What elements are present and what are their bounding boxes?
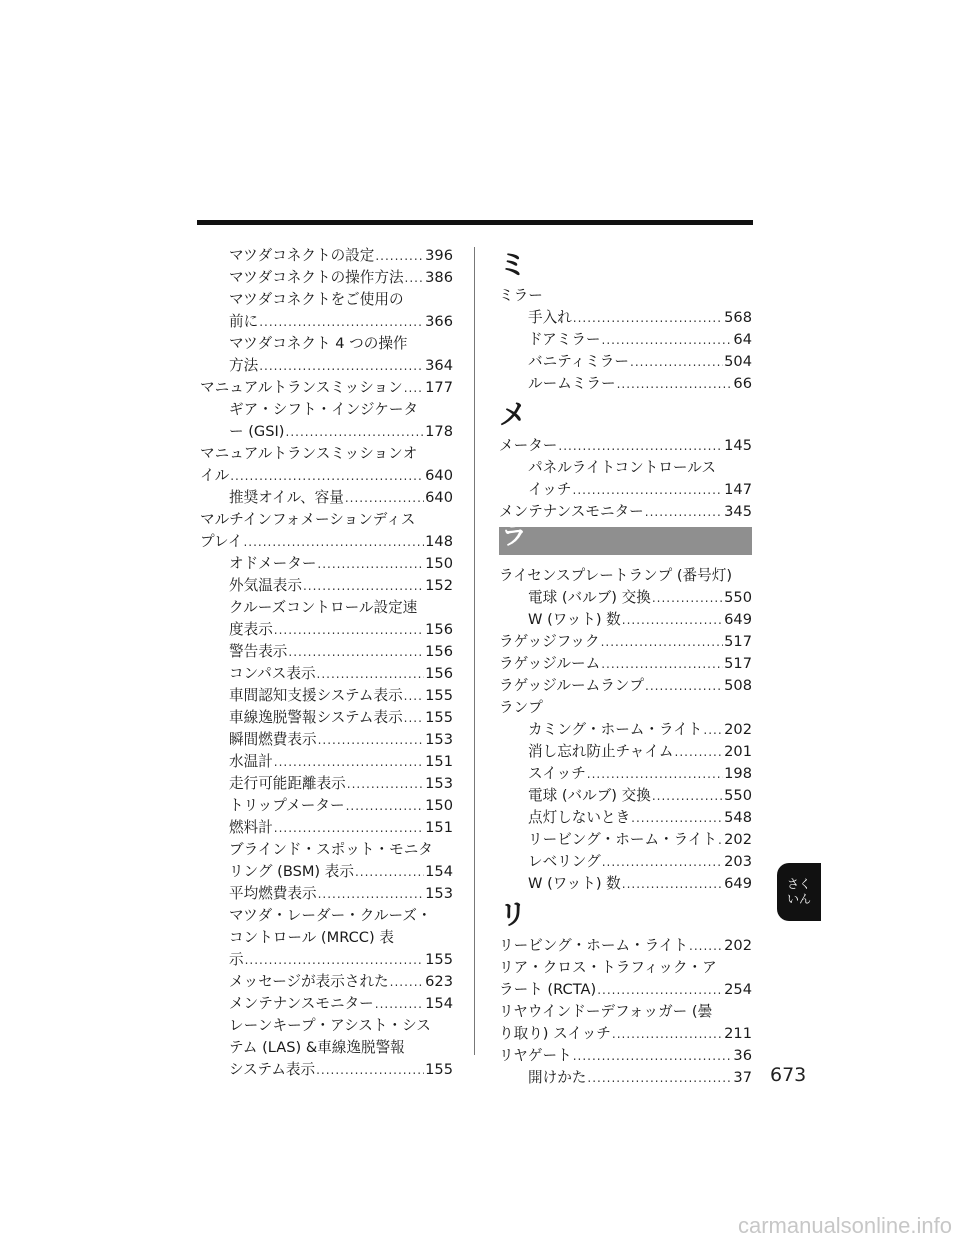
- leader-dots: [346, 795, 425, 817]
- index-subentry[interactable]: [200, 1015, 453, 1081]
- entry-page-number: 156: [425, 643, 453, 660]
- entry-page-number: 254: [724, 981, 752, 998]
- index-subentry[interactable]: [200, 245, 453, 267]
- leader-dots: [645, 501, 723, 523]
- entry-term: メンテナンスモニター: [229, 995, 374, 1012]
- entry-term: 開けかた: [528, 1069, 587, 1086]
- entry-term: 瞬間燃費表示: [229, 731, 317, 748]
- entry-term: 推奨オイル、容量: [229, 489, 344, 506]
- entry-term: リング (BSM) 表示: [229, 863, 354, 880]
- entry-page-number: 623: [425, 973, 453, 990]
- leader-dots: [274, 817, 424, 839]
- entry-page-number: 147: [724, 481, 752, 498]
- leader-dots: [718, 829, 723, 851]
- entry-term: 警告表示: [229, 643, 288, 660]
- index-subentry[interactable]: [200, 553, 453, 575]
- index-subentry[interactable]: [200, 751, 453, 773]
- index-subentry[interactable]: [200, 267, 453, 289]
- index-entry[interactable]: [499, 675, 752, 697]
- leader-dots: [703, 719, 723, 741]
- entry-term: 手入れ: [528, 309, 572, 326]
- index-subentry[interactable]: [200, 333, 453, 377]
- entry-page-number: 508: [724, 677, 752, 694]
- entry-term: ー (GSI): [229, 423, 285, 440]
- entry-term: オドメーター: [229, 555, 317, 572]
- entry-page-number: 155: [425, 709, 453, 726]
- leader-dots: [303, 575, 424, 597]
- entry-page-number: 396: [425, 247, 453, 264]
- entry-page-number: 640: [425, 467, 453, 484]
- entry-term: ドアミラー: [528, 331, 601, 348]
- entry-page-number: 364: [425, 357, 453, 374]
- entry-term: 電球 (バルブ) 交換: [528, 787, 651, 804]
- entry-page-number: 203: [724, 853, 752, 870]
- leader-dots: [573, 479, 724, 501]
- entry-term: レベリング: [528, 853, 601, 870]
- leader-dots: [601, 653, 723, 675]
- index-subentry[interactable]: [499, 785, 752, 807]
- side-tab-line1: さく: [786, 877, 811, 891]
- entry-term: スイッチ: [528, 765, 586, 782]
- index-entry[interactable]: [499, 501, 752, 523]
- index-subentry[interactable]: [200, 883, 453, 905]
- entry-page-number: 504: [724, 353, 752, 370]
- index-entry[interactable]: [499, 935, 752, 957]
- entry-page-number: 154: [425, 995, 453, 1012]
- leader-dots: [597, 979, 723, 1001]
- entry-page-number: 156: [425, 665, 453, 682]
- leader-dots: [375, 993, 424, 1015]
- leader-dots: [259, 355, 424, 377]
- entry-page-number: 202: [724, 937, 752, 954]
- entry-text-line: マルチインフォメーションディス: [200, 511, 416, 528]
- entry-page-number: 568: [724, 309, 752, 326]
- index-entry[interactable]: [200, 509, 453, 553]
- entry-term: リービング・ホーム・ライト: [528, 831, 717, 848]
- leader-dots: [318, 883, 425, 905]
- index-subentry[interactable]: [499, 329, 752, 351]
- leader-dots: [573, 307, 723, 329]
- index-subentry[interactable]: [499, 457, 752, 501]
- section-heading: ラ: [501, 521, 528, 551]
- watermark: carmanualsonline.info: [737, 1213, 952, 1238]
- entry-page-number: 151: [425, 753, 453, 770]
- entry-text-line: マツダコネクトをご使用の: [229, 291, 404, 308]
- leader-dots: [587, 763, 723, 785]
- top-rule: [197, 220, 753, 225]
- entry-page-number: 155: [425, 687, 453, 704]
- index-entry[interactable]: [499, 957, 752, 1001]
- entry-page-number: 201: [724, 743, 752, 760]
- leader-dots: [602, 851, 723, 873]
- leader-dots: [652, 785, 723, 807]
- entry-page-number: 640: [425, 489, 453, 506]
- entry-term: 度表示: [229, 621, 273, 638]
- leader-dots: [645, 675, 723, 697]
- index-subentry[interactable]: [200, 575, 453, 597]
- leader-dots: [243, 531, 424, 553]
- entry-term: イル: [200, 467, 230, 484]
- entry-page-number: 150: [425, 797, 453, 814]
- entry-text-line: ブラインド・スポット・モニタ: [229, 841, 433, 858]
- entry-page-number: 36: [733, 1047, 752, 1064]
- entry-term: プレイ: [200, 533, 243, 550]
- entry-term: メーター: [499, 437, 558, 454]
- entry-term: 消し忘れ防止チャイム: [528, 743, 674, 760]
- index-entry[interactable]: [499, 565, 752, 587]
- entry-page-number: 202: [724, 831, 752, 848]
- leader-dots: [573, 1045, 733, 1067]
- side-tab-line2: いん: [786, 892, 811, 906]
- entry-term: 水温計: [229, 753, 273, 770]
- entry-page-number: 37: [733, 1069, 752, 1086]
- entry-term: 平均燃費表示: [229, 885, 317, 902]
- entry-text-line: マツダコネクト 4 つの操作: [229, 335, 408, 352]
- entry-page-number: 153: [425, 775, 453, 792]
- entry-page-number: 145: [724, 437, 752, 454]
- entry-page-number: 649: [724, 875, 752, 892]
- entry-page-number: 548: [724, 809, 752, 826]
- leader-dots: [318, 729, 425, 751]
- index-entry[interactable]: [499, 653, 752, 675]
- entry-page-number: 211: [724, 1025, 752, 1042]
- leader-dots: [274, 619, 424, 641]
- entry-term: トリップメーター: [229, 797, 345, 814]
- leader-dots: [317, 553, 424, 575]
- leader-dots: [622, 873, 723, 895]
- leader-dots: [404, 685, 424, 707]
- entry-term: メッセージが表示された: [229, 973, 389, 990]
- leader-dots: [558, 435, 723, 457]
- leader-dots: [355, 861, 424, 883]
- entry-term: ラゲッジルームランプ: [499, 677, 644, 694]
- entry-page-number: 155: [425, 1061, 453, 1078]
- entry-term: システム表示: [229, 1061, 316, 1078]
- leader-dots: [316, 1059, 424, 1081]
- entry-page-number: 150: [425, 555, 453, 572]
- leader-dots: [622, 609, 723, 631]
- entry-page-number: 64: [733, 331, 752, 348]
- entry-text-line: コントロール (MRCC) 表: [229, 929, 394, 946]
- index-subentry[interactable]: [200, 971, 453, 993]
- index-side-tab[interactable]: [777, 863, 821, 921]
- leader-dots: [601, 631, 724, 653]
- index-subentry[interactable]: [499, 763, 752, 785]
- index-column-right: [499, 245, 752, 1089]
- leader-dots: [288, 641, 424, 663]
- entry-page-number: 153: [425, 885, 453, 902]
- index-subentry[interactable]: [200, 597, 453, 641]
- leader-dots: [404, 707, 424, 729]
- entry-term: カミング・ホーム・ライト: [528, 721, 703, 738]
- index-subentry[interactable]: [499, 719, 752, 741]
- leader-dots: [245, 949, 425, 971]
- column-divider: [474, 247, 475, 1055]
- index-entry[interactable]: [499, 697, 752, 719]
- index-subentry[interactable]: [499, 829, 752, 851]
- entry-term: ルームミラー: [528, 375, 616, 392]
- entry-page-number: 517: [724, 655, 752, 672]
- index-entry[interactable]: [499, 1045, 752, 1067]
- leader-dots: [587, 1067, 732, 1089]
- index-subentry[interactable]: [200, 289, 453, 333]
- entry-term: ランプ: [499, 699, 543, 716]
- index-subentry[interactable]: [499, 851, 752, 873]
- index-subentry[interactable]: [499, 373, 752, 395]
- leader-dots: [259, 311, 424, 333]
- entry-term: マツダコネクトの設定: [229, 247, 375, 264]
- leader-dots: [286, 421, 425, 443]
- index-subentry[interactable]: [499, 1067, 752, 1089]
- leader-dots: [602, 329, 733, 351]
- index-entry[interactable]: [499, 285, 752, 307]
- leader-dots: [230, 465, 424, 487]
- entry-page-number: 155: [425, 951, 453, 968]
- leader-dots: [345, 487, 424, 509]
- index-subentry[interactable]: [200, 839, 453, 883]
- entry-page-number: 345: [724, 503, 752, 520]
- leader-dots: [617, 373, 733, 395]
- entry-term: ミラー: [499, 287, 543, 304]
- index-subentry[interactable]: [200, 707, 453, 729]
- index-subentry[interactable]: [200, 993, 453, 1015]
- index-entry[interactable]: [499, 631, 752, 653]
- entry-text-line: リヤウインドーデフォッガー (曇: [499, 1003, 713, 1020]
- entry-term: 燃料計: [229, 819, 273, 836]
- entry-term: イッチ: [528, 481, 572, 498]
- entry-term: リービング・ホーム・ライト: [499, 937, 688, 954]
- section-heading: メ: [499, 398, 528, 431]
- index-entry[interactable]: [200, 443, 453, 487]
- entry-term: 方法: [229, 357, 259, 374]
- index-column-left: [200, 245, 453, 1081]
- entry-term: 車間認知支援システム表示: [229, 687, 403, 704]
- entry-text-line: リア・クロス・トラフィック・ア: [499, 959, 717, 976]
- entry-text-line: パネルライトコントロールス: [528, 459, 716, 476]
- entry-page-number: 148: [425, 533, 453, 550]
- index-subentry[interactable]: [200, 399, 453, 443]
- entry-term: 外気温表示: [229, 577, 302, 594]
- entry-term: り取り) スイッチ: [499, 1025, 611, 1042]
- leader-dots: [347, 773, 424, 795]
- entry-text-line: テム (LAS) &車線逸脱警報: [229, 1039, 405, 1056]
- leader-dots: [612, 1023, 723, 1045]
- entry-term: マニュアルトランスミッション: [200, 379, 403, 396]
- entry-page-number: 153: [425, 731, 453, 748]
- index-subentry[interactable]: [200, 663, 453, 685]
- leader-dots: [274, 751, 424, 773]
- entry-text-line: クルーズコントロール設定速: [229, 599, 418, 616]
- index-subentry[interactable]: [200, 641, 453, 663]
- section-heading: ミ: [499, 248, 528, 281]
- entry-page-number: 152: [425, 577, 453, 594]
- entry-page-number: 366: [425, 313, 453, 330]
- section-heading-box: [499, 521, 752, 555]
- entry-page-number: 198: [724, 765, 752, 782]
- entry-page-number: 517: [724, 633, 752, 650]
- index-subentry[interactable]: [499, 587, 752, 609]
- index-subentry[interactable]: [499, 609, 752, 631]
- index-subentry[interactable]: [499, 873, 752, 895]
- index-subentry[interactable]: [200, 487, 453, 509]
- leader-dots: [631, 807, 723, 829]
- leader-dots: [404, 377, 424, 399]
- index-subentry[interactable]: [200, 795, 453, 817]
- leader-dots: [652, 587, 723, 609]
- entry-page-number: 177: [425, 379, 453, 396]
- index-subentry[interactable]: [200, 905, 453, 971]
- entry-term: ラゲッジルーム: [499, 655, 601, 672]
- entry-term: マツダコネクトの操作方法: [229, 269, 404, 286]
- entry-term: 示: [229, 951, 244, 968]
- index-entry[interactable]: [499, 1001, 752, 1045]
- entry-page-number: 202: [724, 721, 752, 738]
- entry-term: 電球 (バルブ) 交換: [528, 589, 651, 606]
- entry-page-number: 156: [425, 621, 453, 638]
- section-heading: リ: [499, 898, 528, 931]
- entry-term: コンパス表示: [229, 665, 316, 682]
- entry-text-line: マニュアルトランスミッションオ: [200, 445, 418, 462]
- entry-page-number: 649: [724, 611, 752, 628]
- entry-page-number: 386: [425, 269, 453, 286]
- index-subentry[interactable]: [499, 307, 752, 329]
- entry-page-number: 66: [733, 375, 752, 392]
- leader-dots: [630, 351, 723, 373]
- entry-page-number: 178: [425, 423, 453, 440]
- entry-page-number: 550: [724, 787, 752, 804]
- index-entry[interactable]: [200, 377, 453, 399]
- entry-term: メンテナンスモニター: [499, 503, 644, 520]
- page-number: 673: [770, 1064, 807, 1086]
- leader-dots: [317, 663, 425, 685]
- entry-page-number: 154: [425, 863, 453, 880]
- entry-term: 車線逸脱警報システム表示: [229, 709, 403, 726]
- entry-term: 点灯しないとき: [528, 809, 631, 826]
- entry-term: 前に: [229, 313, 259, 330]
- leader-dots: [689, 935, 723, 957]
- index-subentry[interactable]: [200, 817, 453, 839]
- entry-term: ラゲッジフック: [499, 633, 600, 650]
- entry-text-line: ギア・シフト・インジケータ: [229, 401, 419, 418]
- entry-text-line: マツダ・レーダー・クルーズ・: [229, 907, 432, 924]
- leader-dots: [675, 741, 724, 763]
- index-entry[interactable]: [499, 435, 752, 457]
- entry-text-line: レーンキープ・アシスト・シス: [229, 1017, 431, 1034]
- entry-term: ラート (RCTA): [499, 981, 597, 998]
- leader-dots: [390, 971, 424, 993]
- index-subentry[interactable]: [200, 729, 453, 751]
- entry-page-number: 151: [425, 819, 453, 836]
- entry-term: W (ワット) 数: [528, 875, 621, 892]
- entry-term: 走行可能距離表示: [229, 775, 346, 792]
- index-subentry[interactable]: [499, 351, 752, 373]
- index-subentry[interactable]: [200, 773, 453, 795]
- entry-term: バニティミラー: [528, 353, 629, 370]
- entry-term: W (ワット) 数: [528, 611, 621, 628]
- leader-dots: [375, 245, 424, 267]
- index-subentry[interactable]: [200, 685, 453, 707]
- entry-term: ライセンスプレートランプ (番号灯): [499, 567, 733, 584]
- entry-term: リヤゲート: [499, 1047, 572, 1064]
- index-subentry[interactable]: [499, 807, 752, 829]
- leader-dots: [405, 267, 425, 289]
- entry-page-number: 550: [724, 589, 752, 606]
- index-subentry[interactable]: [499, 741, 752, 763]
